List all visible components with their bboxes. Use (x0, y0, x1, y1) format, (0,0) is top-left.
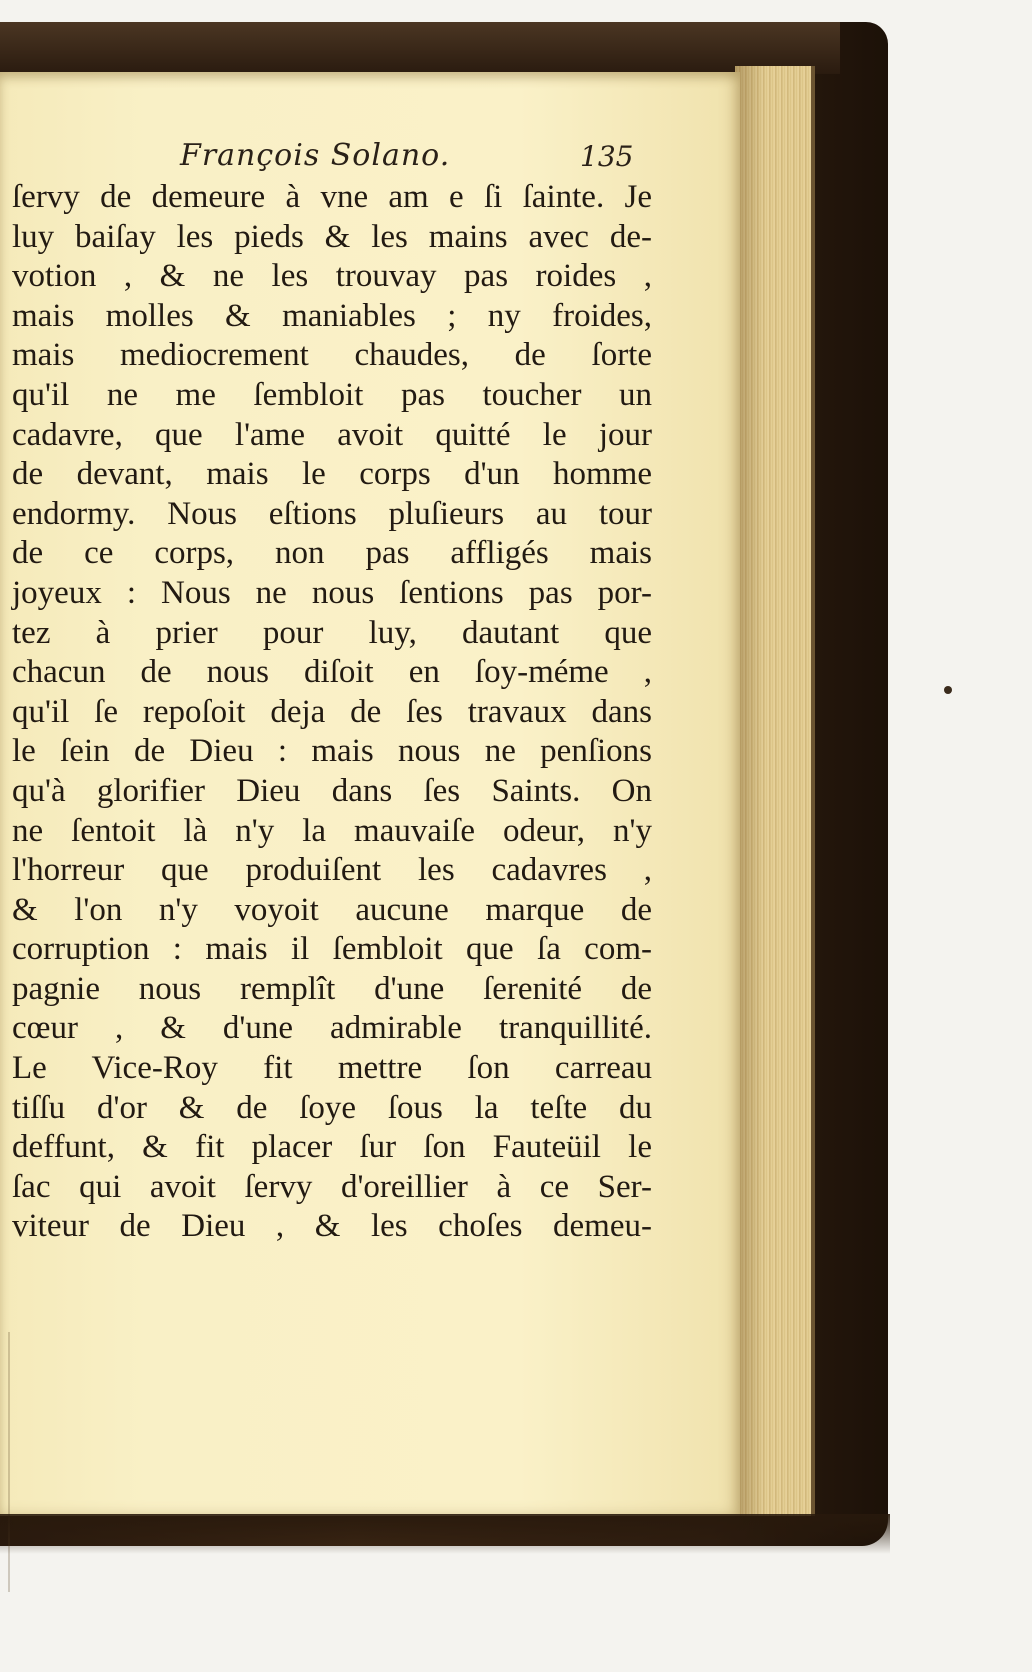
text-line: de ce corps, non pas affligés mais (12, 535, 652, 572)
text-line: votion , & ne les trouvay pas roides , (12, 258, 652, 295)
text-line: qu'à glorifier Dieu dans ſes Saints. On (12, 772, 652, 809)
text-line: de devant, mais le corps d'un homme (12, 456, 652, 493)
text-line: tiſſu d'or & de ſoye ſous la teſte du (12, 1089, 652, 1126)
text-line: ſac qui avoit ſervy d'oreillier à ce Ser- (12, 1168, 652, 1205)
text-line: endormy. Nous eſtions pluſieurs au tour (12, 495, 652, 532)
text-line: corruption : mais il ſembloit que ſa com- (12, 931, 652, 968)
page-number: 135 (580, 140, 634, 173)
stray-ink-mark (944, 686, 952, 694)
running-title: François Solano. (180, 138, 451, 173)
text-line: l'horreur que produiſent les cadavres , (12, 852, 652, 889)
running-head (20, 138, 640, 178)
text-line: qu'il ſe repoſoit deja de ſes travaux dans (12, 693, 652, 730)
text-line: ſervy de demeure à vne am e ſi ſainte. Je (12, 179, 652, 215)
text-line: cœur , & d'une admirable tranquillité. (12, 1010, 652, 1047)
text-line: cadavre, que l'ame avoit quitté le jour (12, 416, 652, 453)
text-line: qu'il ne me ſembloit pas toucher un (12, 376, 652, 413)
text-line: tez à prier pour luy, dautant que (12, 614, 652, 651)
text-line: mais mediocrement chaudes, de ſorte (12, 337, 652, 374)
text-line: deffunt, & fit placer ſur ſon Fauteüil le (12, 1129, 652, 1166)
text-line: ne ſentoit là n'y la mauvaiſe odeur, n'y (12, 812, 652, 849)
text-line: luy baiſay les pieds & les mains avec de- (12, 218, 652, 255)
body-text (12, 178, 652, 1247)
text-line: mais molles & maniables ; ny froides, (12, 297, 652, 334)
text-line: pagnie nous remplît d'une ſerenité de (12, 970, 652, 1007)
text-line: Le Vice-Roy fit mettre ſon carreau (12, 1050, 652, 1087)
cover-top-edge (0, 22, 840, 74)
text-line: le ſein de Dieu : mais nous ne penſions (12, 733, 652, 770)
text-line: joyeux : Nous ne nous ſentions pas por- (12, 574, 652, 611)
book-bottom-shadow (0, 1514, 890, 1554)
text-line: viteur de Dieu , & les choſes demeu- (12, 1208, 652, 1245)
text-line: chacun de nous diſoit en ſoy-méme , (12, 654, 652, 691)
text-line: & l'on n'y voyoit aucune marque de (12, 891, 652, 928)
